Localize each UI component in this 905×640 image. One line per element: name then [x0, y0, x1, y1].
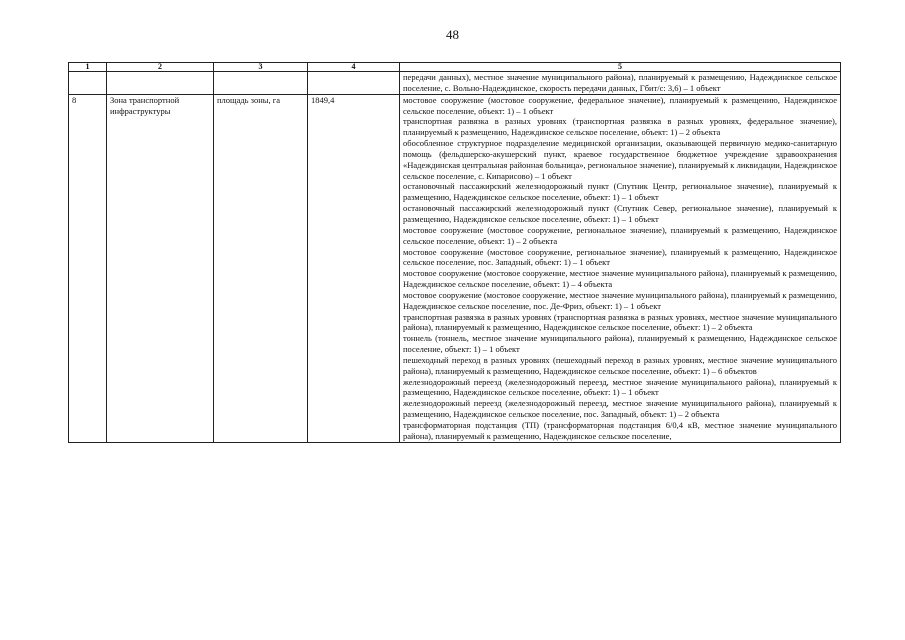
description-paragraph: мостовое сооружение (мостовое сооружение, региональное значение), планируемый к размещению, Надеждинское сельское поселение, объект: 1) – 2 объекта: [403, 224, 837, 246]
value-cell: 1849,4: [308, 94, 400, 442]
planning-table: [68, 62, 841, 443]
description-paragraph: мостовое сооружение (мостовое сооружение, местное значение муниципального района), планируемый к размещению, Надеждинское сельское поселение, объект: 1) – 4 объекта: [403, 268, 837, 290]
column-header: 5: [400, 63, 841, 72]
row-number-cell: [69, 72, 107, 95]
column-header: 2: [107, 63, 214, 72]
description-paragraph: транспортная развязка в разных уровнях (транспортная развязка в разных уровнях, местное значение муниципального района), планируемый к размещению, Надеждинское сельское поселение, объект: 1) – 2 объекта: [403, 311, 837, 333]
description-paragraph: передачи данных), местное значение муниципального района), планируемый к размещению, Надеждинское сельское поселение, с. Вольно-Надеждинское, скорость передачи данных, Гбит/с: 3,6) – 1 объект: [403, 72, 837, 93]
description-paragraph: пешеходный переход в разных уровнях (пешеходный переход в разных уровнях, местное значение муниципального района), планируемый к размещению, Надеждинское сельское поселение, объект: 1) – 6 объектов: [403, 354, 837, 376]
table-header-row: [69, 63, 841, 72]
value-cell: [308, 72, 400, 95]
description-paragraph: мостовое сооружение (мостовое сооружение, местное значение муниципального района), планируемый к размещению, Надеждинское сельское поселение, пос. Де-Фриз, объект: 1) – 1 объект: [403, 289, 837, 311]
description-paragraph: трансформаторная подстанция (ТП) (трансформаторная подстанция 6/0,4 кВ, местное значение муниципального района), планируемый к размещению, Надеждинское сельское поселение,: [403, 420, 837, 441]
description-paragraph: остановочный пассажирский железнодорожный пункт (Спутник Север, региональное значение), планируемый к размещению, Надеждинское сельское поселение, объект: 1) – 1 объект: [403, 203, 837, 224]
column-header: 3: [214, 63, 308, 72]
table-row: [69, 94, 841, 442]
parameter-cell: [214, 72, 308, 95]
description-paragraph: остановочный пассажирский железнодорожный пункт (Спутник Центр, региональное значение), планируемый к размещению, Надеждинское сельское поселение, объект: 1) – 1 объект: [403, 181, 837, 203]
column-header: 4: [308, 63, 400, 72]
zone-name-cell: Зона транспортной инфраструктуры: [107, 94, 214, 442]
description-paragraph: железнодорожный переезд (железнодорожный переезд, местное значение муниципального района), планируемый к размещению, Надеждинское сельское поселение, пос. Западный, объект: 1) – 2 объекта: [403, 398, 837, 420]
zone-name-cell: [107, 72, 214, 95]
description-cell: [400, 72, 841, 95]
description-paragraph: мостовое сооружение (мостовое сооружение, федеральное значение), планируемый к размещению, Надеждинское сельское поселение, объект: 1) – 1 объект: [403, 94, 837, 116]
column-header: 1: [69, 63, 107, 72]
row-number-cell: 8: [69, 94, 107, 442]
description-paragraph: транспортная развязка в разных уровнях (транспортная развязка в разных уровнях, федеральное значение), планируемый к размещению, Надеждинское сельское поселение, объект: 1) – 2 объекта: [403, 116, 837, 138]
page-number: 48: [446, 27, 459, 42]
description-paragraph: железнодорожный переезд (железнодорожный переезд, местное значение муниципального района), планируемый к размещению, Надеждинское сельское поселение, объект: 1) – 1 объект: [403, 376, 837, 398]
description-cell: [400, 94, 841, 442]
description-paragraph: тоннель (тоннель, местное значение муниципального района), планируемый к размещению, Надеждинское сельское поселение, объект: 1) – 1 объект: [403, 333, 837, 355]
description-paragraph: мостовое сооружение (мостовое сооружение, региональное значение), планируемый к размещению, Надеждинское сельское поселение, пос. Западный, объект: 1) – 1 объект: [403, 246, 837, 268]
description-paragraph: обособленное структурное подразделение медицинской организации, оказывающей первичную медико-санитарную помощь (фельдшерско-акушерский пункт, краевое государственное бюджетное учреждение здравоохранения «Надеждинская центральная районная больница», региональное значение), планируемый к ликвидации, Надеждинское сельское поселение, с. Кипарисово) – 1 объект: [403, 138, 837, 181]
parameter-cell: площадь зоны, га: [214, 94, 308, 442]
table-row: [69, 72, 841, 95]
